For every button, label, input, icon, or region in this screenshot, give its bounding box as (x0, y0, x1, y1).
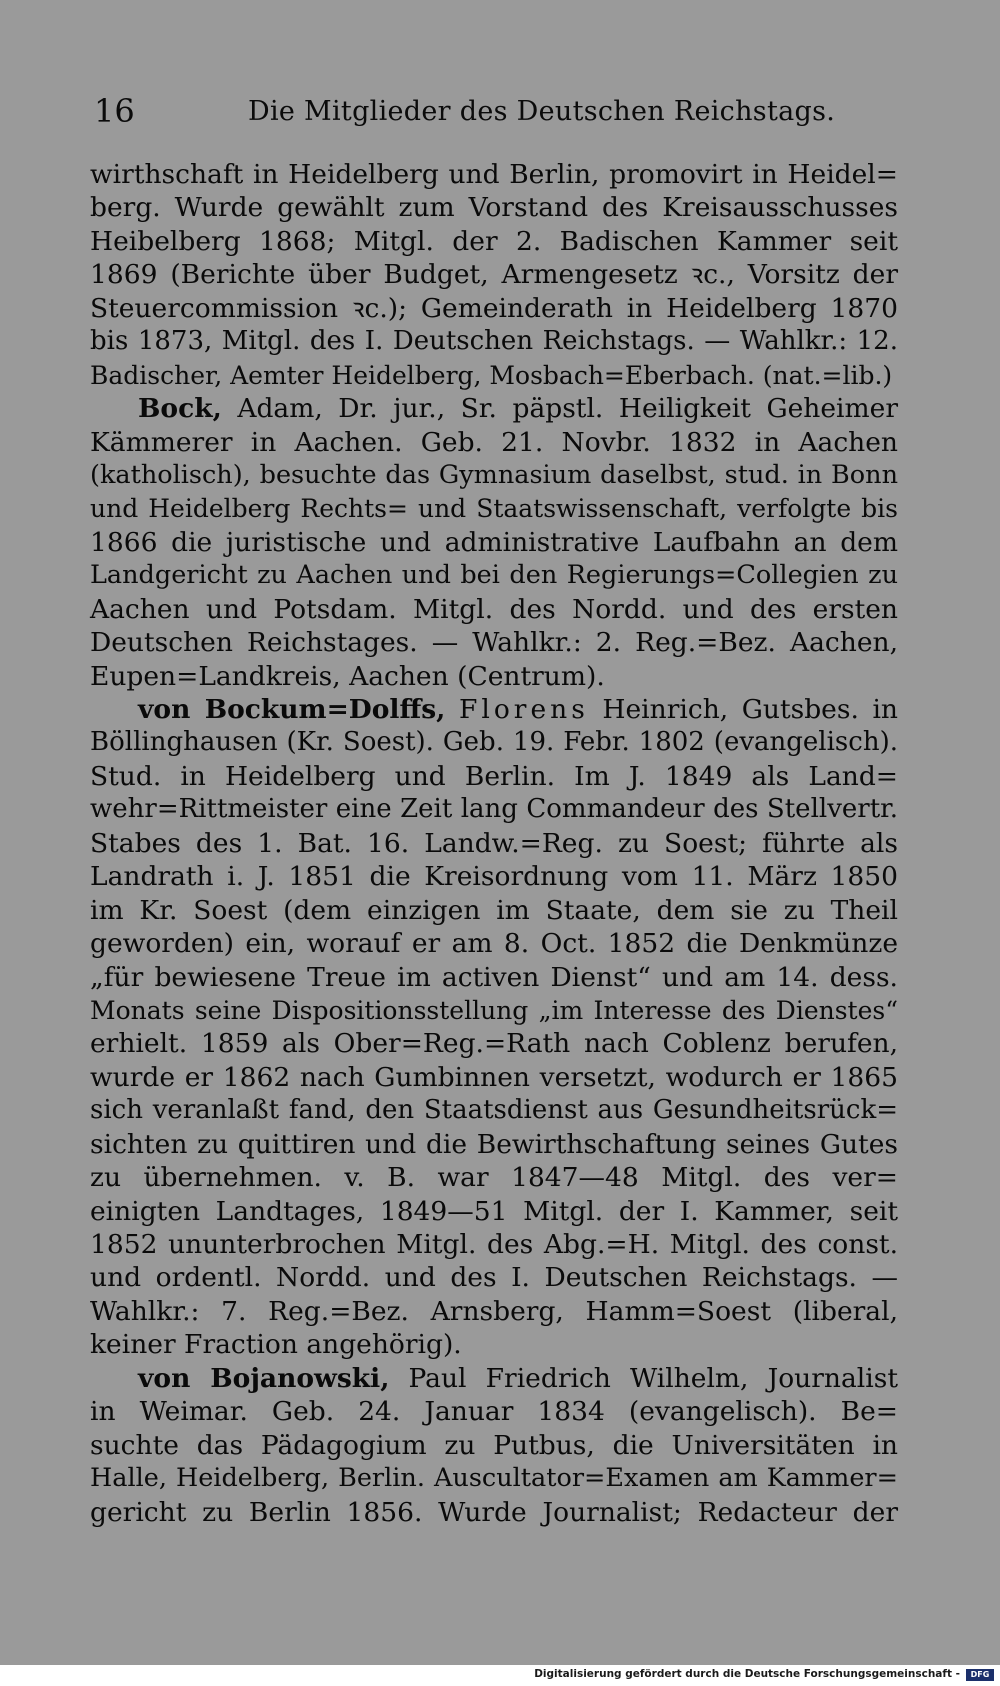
text-line: einigten Landtages, 1849—51 Mitgl. der I. Kammer, seit (90, 1195, 898, 1227)
page-header (88, 92, 928, 142)
text-line: Heibelberg 1868; Mitgl. der 2. Badischen Kammer seit (90, 225, 898, 257)
entry-given-name: Florens (458, 694, 589, 725)
text-line: sich veranlaßt fand, den Staatsdienst aus Gesundheitsrück= (90, 1095, 898, 1126)
text-line: im Kr. Soest (dem einzigen im Staate, dem sie zu Theil (90, 894, 898, 926)
entry-first-line (90, 392, 898, 425)
text-line: und Heidelberg Rechts= und Staatswissenschaft, verfolgte bis (90, 494, 898, 524)
text-line: 1852 ununterbrochen Mitgl. des Abg.=H. Mitgl. des const. (90, 1229, 898, 1260)
page-number: 16 (94, 92, 135, 130)
entry-text: Heinrich, Gutsbes. in (588, 694, 898, 725)
text-line: Landgericht zu Aachen und bei den Regierungs=Collegien zu (90, 560, 898, 591)
text-line: wehr=Rittmeister eine Zeit lang Commandeur des Stellvertr. (90, 794, 898, 825)
text-line: Halle, Heidelberg, Berlin. Auscultator=Examen am Kammer= (90, 1463, 898, 1494)
entry-name: von Bockum=Dolffs, (138, 694, 446, 725)
entry-name: von Bojanowski, (138, 1362, 390, 1394)
text-line: Deutschen Reichstages. — Wahlkr.: 2. Reg.=Bez. Aachen, (90, 627, 898, 659)
text-line: und ordentl. Nordd. und des I. Deutschen Reichstags. — (90, 1262, 898, 1294)
entry-text: Adam, Dr. jur., Sr. päpstl. Heiligkeit Geheimer (221, 393, 898, 425)
text-line: Monats seine Dispositionsstellung „im Interesse des Dienstes“ (90, 995, 898, 1025)
entry-text: Paul Friedrich Wilhelm, Journalist (389, 1362, 898, 1394)
text-line: Kämmerer in Aachen. Geb. 21. Novbr. 1832 in Aachen (90, 426, 898, 458)
funding-credit: Digitalisierung gefördert durch die Deutsche Forschungsgemeinschaft - (534, 1668, 960, 1680)
text-line: in Weimar. Geb. 24. Januar 1834 (evangelisch). Be= (90, 1396, 898, 1428)
body-text (90, 158, 898, 1529)
text-line: geworden) ein, worauf er am 8. Oct. 1852 die Denkmünze (90, 928, 898, 960)
entry-first-line (90, 1362, 898, 1395)
text-line: Steuercommission ꝛc.); Gemeinderath in Heidelberg 1870 (90, 292, 898, 324)
dfg-logo-icon: DFG (966, 1669, 994, 1681)
text-line: (katholisch), besuchte das Gymnasium daselbst, stud. in Bonn (90, 459, 898, 490)
text-line: 1869 (Berichte über Budget, Armengesetz ꝛc., Vorsitz der (90, 259, 898, 291)
text-line: gericht zu Berlin 1856. Wurde Journalist; Redacteur der (90, 1496, 898, 1528)
text-line: zu übernehmen. v. B. war 1847—48 Mitgl. des ver= (90, 1162, 898, 1194)
text-line: erhielt. 1859 als Ober=Reg.=Rath nach Coblenz berufen, (90, 1028, 898, 1060)
text-line: suchte das Pädagogium zu Putbus, die Universitäten in (90, 1429, 898, 1461)
text-line: wurde er 1862 nach Gumbinnen versetzt, wodurch er 1865 (90, 1061, 898, 1093)
text-line: sichten zu quittiren und die Bewirthschaftung seines Gutes (90, 1128, 898, 1160)
digitization-footer (0, 1665, 1000, 1686)
running-head: Die Mitglieder des Deutschen Reichstags. (248, 96, 836, 127)
text-line: Stabes des 1. Bat. 16. Landw.=Reg. zu Soest; führte als (90, 827, 898, 859)
text-line: berg. Wurde gewählt zum Vorstand des Kreisausschusses (90, 192, 898, 224)
text-line: Wahlkr.: 7. Reg.=Bez. Arnsberg, Hamm=Soest (liberal, (90, 1295, 898, 1327)
text-line: 1866 die juristische und administrative Laufbahn an dem (90, 526, 898, 558)
text-line: Eupen=Landkreis, Aachen (Centrum). (90, 660, 605, 692)
text-line: Badischer, Aemter Heidelberg, Mosbach=Eberbach. (nat.=lib.) (90, 360, 893, 390)
text-line: Landrath i. J. 1851 die Kreisordnung vom 11. März 1850 (90, 861, 898, 893)
entry-first-line (90, 693, 898, 726)
text-line: wirthschaft in Heidelberg und Berlin, promovirt in Heidel= (90, 159, 898, 190)
text-line: bis 1873, Mitgl. des I. Deutschen Reichstags. — Wahlkr.: 12. (90, 326, 898, 357)
text-line: „für bewiesene Treue im activen Dienst“ und am 14. dess. (90, 961, 898, 993)
entry-name: Bock, (138, 393, 222, 425)
text-line: Böllinghausen (Kr. Soest). Geb. 19. Febr. 1802 (evangelisch). (90, 727, 898, 758)
text-line: Aachen und Potsdam. Mitgl. des Nordd. und des ersten (90, 593, 898, 625)
text-line: keiner Fraction angehörig). (90, 1329, 462, 1361)
text-line: Stud. in Heidelberg und Berlin. Im J. 1849 als Land= (90, 760, 898, 792)
